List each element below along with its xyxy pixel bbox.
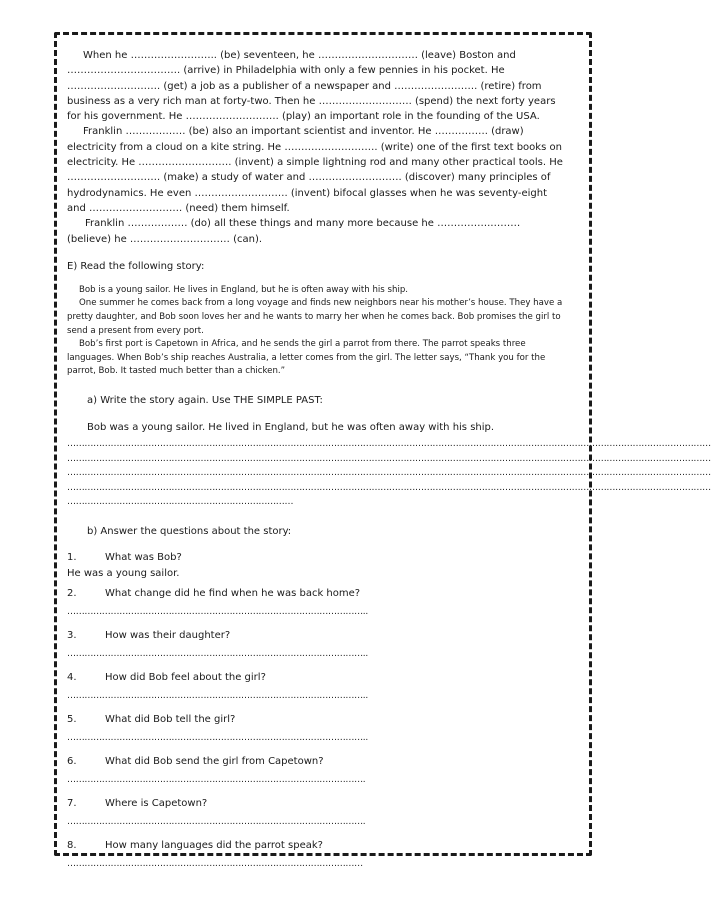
- question-item: 8. How many languages did the parrot speak?: [67, 839, 323, 851]
- answer-line: ……………………………………………………………………………………………………………………………………………………………………………………………………: [67, 439, 711, 450]
- task-a-model-sentence: Bob was a young sailor. He lived in England, but he was often away with his ship.: [87, 422, 495, 434]
- answer-line: ……………………………………………………………………………………………………………………………………………………………………………………………………: [67, 468, 711, 479]
- question-answer: …………………………………………………………………………………………..: [67, 690, 368, 701]
- question-item: 2. What change did he find when he was back home?: [67, 587, 361, 599]
- question-answer: …………………………………………………………………………………………..: [67, 732, 368, 743]
- question-item: 7. Where is Capetown?: [67, 797, 208, 809]
- answer-line: ……………………………………………………………………………………………………………………………………………………………………………………………………: [67, 482, 711, 493]
- question-item: 4. How did Bob feel about the girl?: [67, 671, 266, 683]
- question-item: 3. How was their daughter?: [67, 629, 231, 641]
- worksheet-content: [67, 48, 711, 881]
- question-answer: …………………………………………………………………………………………..: [67, 648, 368, 659]
- question-answer: …………………………………………………………………………………………..: [67, 606, 368, 617]
- story-paragraph: Bob’s first port is Capetown in Africa, and he sends the girl a parrot from there. The parrot speaks three languages. When Bob’s ship reaches Australia, a letter comes from the girl. The letter says, “Thank you for the parrot, Bob. It tasted much better than a chicken.”: [67, 339, 546, 377]
- question-item: 6. What did Bob send the girl from Capetown?: [67, 755, 324, 767]
- question-list: [67, 551, 567, 871]
- story-paragraph: Bob is a young sailor. He lives in England, but he is often away with his ship.: [79, 284, 409, 295]
- question-answer: He was a young sailor.: [67, 567, 180, 579]
- section-e-title: E) Read the following story:: [67, 260, 205, 272]
- question-item: 1. What was Bob?: [67, 551, 182, 563]
- exercise-paragraph-2: Franklin ……………… (be) also an important scientist and inventor. He ……………. (draw) electricity from a cloud on a kite string. He ………………………. (write) one of the first text books on electricity. He ………………………. (invent) a simple lightning rod and many other practical tools. He ………………………. (make) a study of water and ………………………. (discover) many principles of hydrodynamics. He even ………………………. (invent) bifocal glasses when he was seventy-eight and ………………………. (need) them himself.: [67, 126, 563, 214]
- question-answer: ………………………………………………………………………………………….: [67, 774, 366, 785]
- task-b-instruction: b) Answer the questions about the story:: [87, 525, 292, 537]
- question-answer: …………………………………………………………………………………………: [67, 858, 363, 869]
- answer-line: ……………………………………………………………………: [67, 497, 294, 508]
- exercise-paragraph-3: Franklin ……………… (do) all these things and many more because he …………….……… (believe) he ………………………… (can).: [67, 218, 521, 245]
- answer-lines: [67, 437, 711, 510]
- question-answer: ………………………………………………………………………………………….: [67, 816, 366, 827]
- answer-line: ……………………………………………………………………………………………………………………………………………………………………………………………………: [67, 453, 711, 464]
- story-text: [67, 284, 567, 379]
- question-item: 5. What did Bob tell the girl?: [67, 713, 236, 725]
- exercise-paragraph-1: When he …………………….. (be) seventeen, he ………………………… (leave) Boston and ……………………………. (arrive) in Philadelphia with only a few pennies in his pocket. He ………………………. (get) a job as a publisher of a newspaper and ……………………. (retire) from business as a very rich man at forty-two. Then he ………………………. (spend) the next forty years for his government. He ………………………. (play) an important role in the founding of the USA.: [67, 50, 556, 123]
- task-a-instruction: a) Write the story again. Use THE SIMPLE PAST:: [87, 395, 323, 407]
- story-paragraph: One summer he comes back from a long voyage and finds new neighbors near his mother’s house. They have a pretty daughter, and Bob soon loves her and he wants to marry her when he comes back. Bob promises the girl to send a present from every port.: [67, 298, 563, 336]
